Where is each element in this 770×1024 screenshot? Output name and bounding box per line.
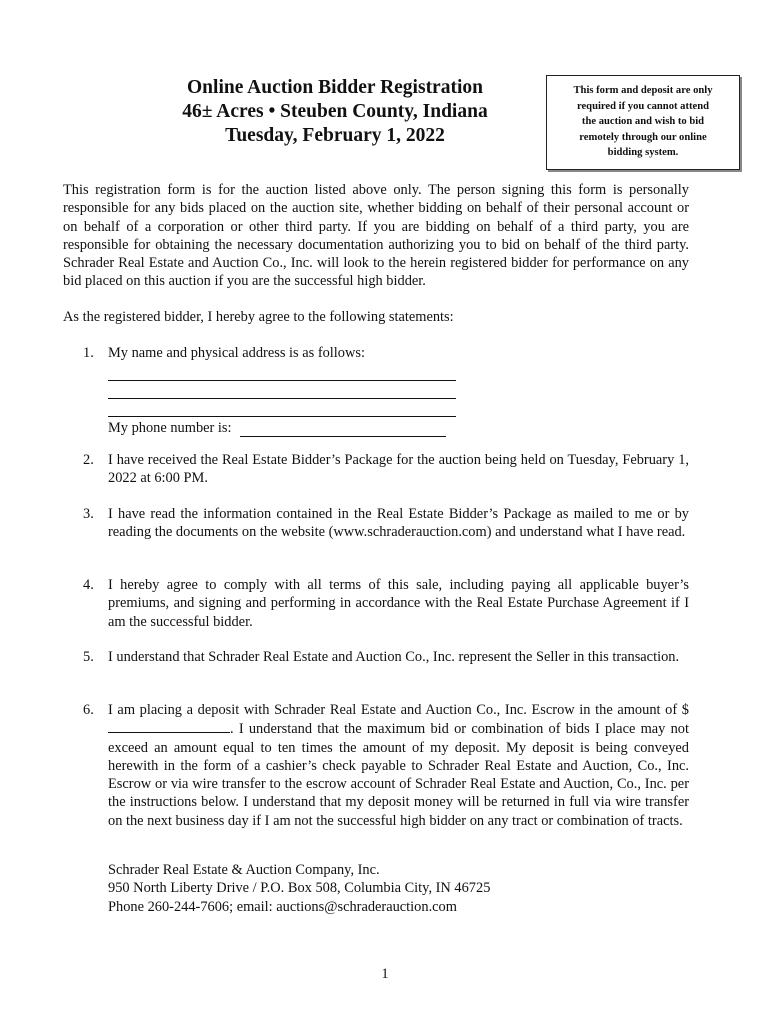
deposit-text-end: . I understand that the maximum bid or combination of bids I place may not exceed an amount equal to ten times the amount of my deposit. My deposit is being conveyed herewith in the form of a cashier’s check payable to Schrader Real Estate and Auction, Co., Inc. Escrow or via wire transfer to the escrow account of Schrader Real Estate and Auction, Co., Inc. per the instructions below. I understand that my deposit money will be returned in full via wire transfer on the next business day if I am not the successful high bidder on any tract or combination of tracts. — [108, 721, 689, 829]
item-text: I have read the information contained in the Real Estate Bidder’s Package as mailed to me or by reading the documents on the website (www.schraderauction.com) and understand what I have read. — [108, 506, 689, 541]
notice-line: remotely through our online — [579, 131, 707, 143]
company-contact: Phone 260-244-7606; email: auctions@schraderauction.com — [108, 898, 457, 915]
item-text: My name and physical address is as follows: — [108, 345, 365, 361]
deposit-amount-field[interactable] — [108, 719, 230, 733]
phone-field[interactable] — [240, 422, 446, 437]
form-title — [150, 76, 520, 148]
item-number: 1. — [83, 345, 94, 361]
title-line-1: Online Auction Bidder Registration — [187, 77, 483, 98]
title-line-2: 46± Acres • Steuben County, Indiana — [182, 101, 488, 122]
item-number: 5. — [83, 649, 94, 665]
notice-line: required if you cannot attend — [576, 100, 710, 112]
deposit-text-start: I am placing a deposit with Schrader Real Estate and Auction Co., Inc. Escrow in the amount of — [108, 702, 678, 718]
phone-label: My phone number is: — [108, 420, 232, 437]
item-text — [108, 701, 689, 830]
notice-line: bidding system. — [607, 147, 679, 158]
address-line-1[interactable] — [108, 362, 456, 380]
item-text: I understand that Schrader Real Estate and Auction Co., Inc. represent the Seller in this transaction. — [108, 649, 680, 665]
currency-symbol: $ — [681, 702, 689, 718]
item-text: I have received the Real Estate Bidder’s Package for the auction being held on Tuesday, February 1, 2022 at 6:00 PM. — [108, 452, 689, 487]
company-address-block — [108, 861, 490, 916]
item-number: 4. — [83, 577, 94, 593]
page-number: 1 — [381, 966, 389, 982]
notice-line: the auction and wish to bid — [581, 116, 705, 127]
company-address: 950 North Liberty Drive / P.O. Box 508, Columbia City, IN 46725 — [108, 880, 491, 897]
agree-statement: As the registered bidder, I hereby agree to the following statements: — [63, 309, 454, 325]
notice-line: This form and deposit are only — [573, 85, 713, 96]
intro-paragraph: This registration form is for the auction listed above only. The person signing this form is personally responsible for any bids placed on the auction site, whether bidding on behalf of their personal account or on behalf of a corporation or other third party. If you are bidding on behalf of a third party, you are responsible for obtaining the necessary documentation authorizing you to bid on behalf of the third party. Schrader Real Estate and Auction Co., Inc. will look to the herein registered bidder for performance on any bid placed on this auction if you are the successful high bidder. — [63, 182, 689, 290]
item-number: 2. — [83, 452, 94, 468]
item-number: 6. — [83, 702, 94, 718]
company-name: Schrader Real Estate & Auction Company, Inc. — [108, 862, 380, 878]
address-line-2[interactable] — [108, 381, 456, 399]
address-line-3[interactable] — [108, 399, 456, 417]
title-line-3: Tuesday, February 1, 2022 — [225, 125, 445, 146]
item-text: I hereby agree to comply with all terms of this sale, including paying all applicable buyer’s premiums, and signing and performing in accordance with the Real Estate Purchase Agreement if I am the successful bidder. — [108, 577, 689, 630]
item-number: 3. — [83, 506, 94, 522]
notice-box — [546, 75, 740, 170]
